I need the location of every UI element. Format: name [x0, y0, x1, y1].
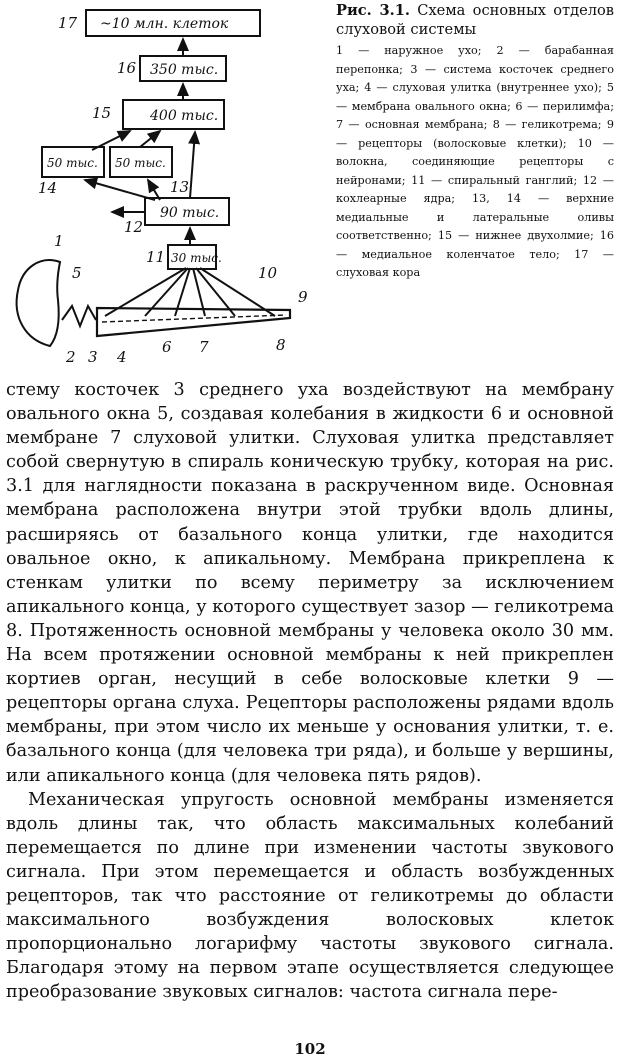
- olive-lateral-label: 50 тыс.: [115, 156, 166, 170]
- label-4: 4: [117, 348, 127, 366]
- label-14: 14: [38, 179, 58, 197]
- label-17: 17: [58, 14, 78, 32]
- caption-title: [336, 2, 614, 39]
- label-3: 3: [88, 348, 98, 366]
- caption-title-text: Схема основных отделов слуховой системы: [336, 2, 614, 38]
- ic-label: 400 тыс.: [150, 108, 219, 124]
- figure-caption: [336, 2, 614, 283]
- cochlear-nuclei-label: 90 тыс.: [160, 205, 220, 221]
- label-9: 9: [298, 288, 308, 306]
- mgb-label: 350 тыс.: [150, 62, 219, 78]
- paragraph-2: Механическая упругость основной мембраны изменяется вдоль длины так, что область максимальных колебаний перемещается по длине при изменении частоты звукового сигнала. При этом перемещается и область возбужденных рецепторов, так что расстояние от геликотремы до области максимального возбуждения волосковых клеток пропорционально логарифму частоты звукового сигнала. Благодаря этому на первом этапе осуществляется следующее преобразование звуковых сигналов: частота сигнала пере-: [6, 789, 614, 1003]
- label-16: 16: [117, 59, 137, 77]
- label-2: 2: [66, 348, 76, 366]
- label-5: 5: [72, 264, 82, 282]
- label-6: 6: [162, 338, 172, 356]
- label-1: 1: [54, 232, 64, 250]
- olive-medial-label: 50 тыс.: [47, 156, 98, 170]
- caption-figure-number: Рис. 3.1.: [336, 2, 410, 19]
- page-number: 102: [294, 1040, 326, 1058]
- spiral-ganglion-label: 30 тыс.: [171, 251, 222, 265]
- label-13: 13: [170, 178, 190, 196]
- label-10: 10: [258, 264, 278, 282]
- caption-legend: 1 — наружное ухо; 2 — барабанная перепонка; 3 — система косточек среднего уха; 4 — слуховая улитка (внутреннее ухо); 5 — мембрана овального окна; 6 — перилимфа; 7 — основная мембрана; 8 — геликотрема; 9 — рецепторы (волосковые клетки); 10 — волокна, соединяющие рецепторы с нейронами; 11 — спиральный ганглий; 12 — кохлеарные ядра; 13, 14 — верхние медиальные и латеральные оливы соответственно; 15 — нижнее двухолмие; 16 — медиальное коленчатое тело; 17 — слуховая кора: [336, 44, 614, 279]
- cortex-label: ~10 млн. клеток: [100, 16, 229, 32]
- label-7: 7: [199, 338, 209, 356]
- paragraph-1: стему косточек 3 среднего уха воздействуют на мембрану овального окна 5, создавая колебания в жидкости 6 и основной мембране 7 слуховой улитки. Слуховая улитка представляет собой свернутую в спираль коническую трубку, которая на рис. 3.1 для наглядности показана в раскрученном виде. Основная мембрана расположена внутри этой трубки вдоль длины, расширяясь от базального конца улитки, где находится овальное окно, к апикальному. Мембрана прикреплена к стенкам улитки по всему периметру за исключением апикального конца, у которого существует зазор — геликотрема 8. Протяженность основной мембраны у человека около 30 мм. На всем протяжении основной мембраны к ней прикреплен кортиев орган, несущий в себе волосковые клетки 9 — рецепторы органа слуха. Рецепторы расположены рядами вдоль мембраны, при этом число их меньше у основания улитки, т. е. базального конца (для человека три ряда), и больше у вершины, или апикального конца (для человека пять рядов).: [6, 380, 614, 786]
- label-11: 11: [146, 248, 166, 266]
- label-8: 8: [276, 336, 286, 354]
- figure-3-1: [0, 0, 330, 375]
- label-15: 15: [92, 104, 112, 122]
- auditory-system-diagram: [0, 0, 330, 375]
- label-12: 12: [124, 218, 144, 236]
- body-text: [6, 378, 614, 1004]
